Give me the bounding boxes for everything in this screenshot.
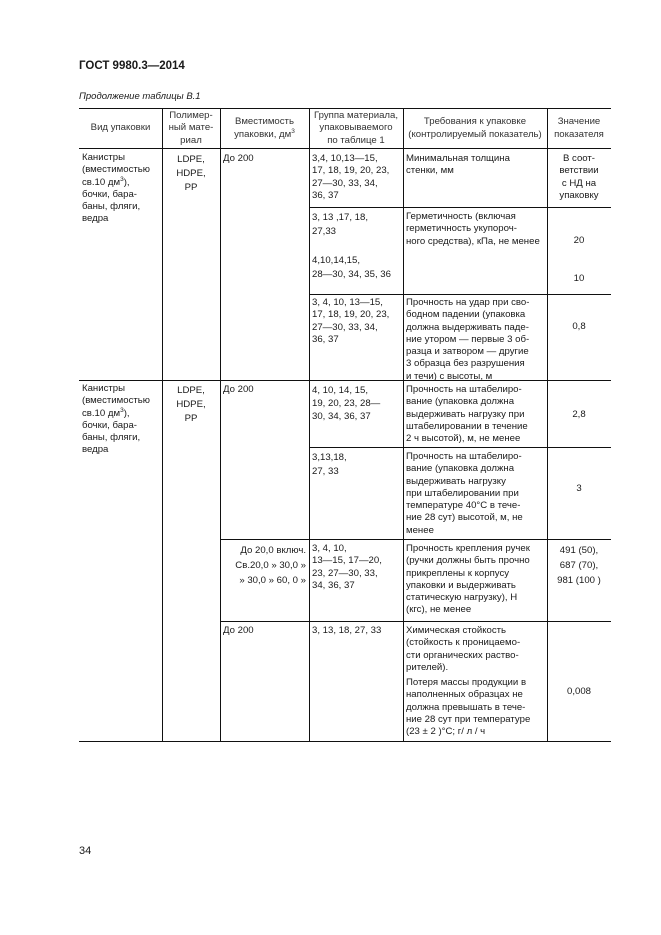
requirement-1-2: Герметичность (включая герметичность укупороч- ного средства), кПа, не менее [406, 211, 540, 247]
requirement-2-4b: Потеря массы продукции в наполненных образцах не должна превышать в тече- ние 28 сут при температуре (23 ± 2 )°С; г/ л / ч [406, 677, 531, 738]
capacity-2-3: До 20,0 включ. Св.20,0 » 30,0 » » 30,0 » 60, 0 » [235, 545, 306, 586]
value-1-2b: 10 [573, 273, 585, 284]
requirement-1-1: Минимальная толщина стенки, мм [406, 153, 510, 177]
requirement-2-1: Прочность на штабелиро- вание (упаковка должна выдерживать нагрузку при штабелировании в течение 2 ч высотой), м, не менее [406, 384, 528, 445]
table-caption: Продолжение таблицы В.1 [79, 91, 201, 102]
requirement-2-3: Прочность крепления ручек (ручки должны быть прочно прикреплены к корпусу упаковки и выдерживать статическую нагрузку), Н (кгс), не менее [406, 543, 530, 616]
material-group-2-3: 3, 4, 10, 13—15, 17—20, 23, 27—30, 33, 34, 36, 37 [312, 543, 382, 591]
col-header-type: Вид упаковки [90, 122, 151, 134]
polymer-material-2: LDPE, HDPE, PP [176, 385, 206, 424]
col-header-material: Полимер- ный мате- риал [168, 110, 214, 146]
requirement-1-3: Прочность на удар при сво- бодном падении (упаковка должна выдерживать паде- ние утором — первые 3 об- разца и затвором — другие 3 образца без разрушения и течи) с высоты, м [406, 297, 530, 382]
material-group-2-2: 3,13,18, 27, 33 [312, 452, 347, 477]
requirement-2-4a: Химическая стойкость (стойкость к проницаемо- сти органических раство- рителей). [406, 625, 521, 673]
value-1-1: В соот- ветствии с НД на упаковку [559, 153, 599, 201]
polymer-material-1: LDPE, HDPE, PP [176, 154, 206, 193]
requirements-table [79, 108, 611, 742]
value-2-1: 2,8 [572, 409, 586, 420]
material-group-1-2b: 4,10,14,15, 28—30, 34, 35, 36 [312, 255, 391, 280]
document-header: ГОСТ 9980.3—2014 [79, 60, 185, 72]
material-group-2-4: 3, 13, 18, 27, 33 [312, 625, 382, 636]
material-group-1-3: 3, 4, 10, 13—15, 17, 18, 19, 20, 23, 27—30, 33, 34, 36, 37 [312, 297, 390, 345]
material-group-1-2a: 3, 13 ,17, 18, 27,33 [312, 212, 369, 237]
col-header-requirements: Требования к упаковке (контролируемый показатель) [408, 116, 542, 140]
value-2-2: 3 [576, 483, 582, 494]
value-2-3: 491 (50), 687 (70), 981 (100 ) [557, 545, 601, 586]
material-group-2-1: 4, 10, 14, 15, 19, 20, 23, 28— 30, 34, 36, 37 [312, 385, 381, 422]
page-number: 34 [79, 845, 92, 857]
value-1-3: 0,8 [572, 321, 586, 332]
capacity-2: До 200 [223, 384, 254, 395]
value-2-4: 0,008 [566, 686, 591, 697]
capacity-2-4: До 200 [223, 625, 254, 636]
material-group-1-1: 3,4, 10,13—15, 17, 18, 19, 20, 23, 27—30, 33, 34, 36, 37 [312, 153, 390, 201]
package-type-1: Канистры (вместимостью св.10 $дм^3$), бочки, бара- баны, фляги, ведра [82, 152, 150, 225]
package-type-2: Канистры (вместимостью св.10 $дм^3$), бочки, бара- баны, фляги, ведра [82, 383, 150, 456]
col-header-value: Значение показателя [554, 116, 604, 140]
col-header-capacity: Вместимость упаковки, $дм^3$ [234, 116, 295, 140]
value-1-2a: 20 [573, 235, 585, 246]
capacity-1: До 200 [223, 153, 254, 164]
requirement-2-2: Прочность на штабелиро- вание (упаковка должна выдерживать нагрузку при штабелировании при температуре 40°С в тече- ние 28 сут) высотой, м, не менее [406, 451, 523, 536]
col-header-material-group: Группа материала, упаковываемого по таблице 1 [313, 110, 399, 146]
